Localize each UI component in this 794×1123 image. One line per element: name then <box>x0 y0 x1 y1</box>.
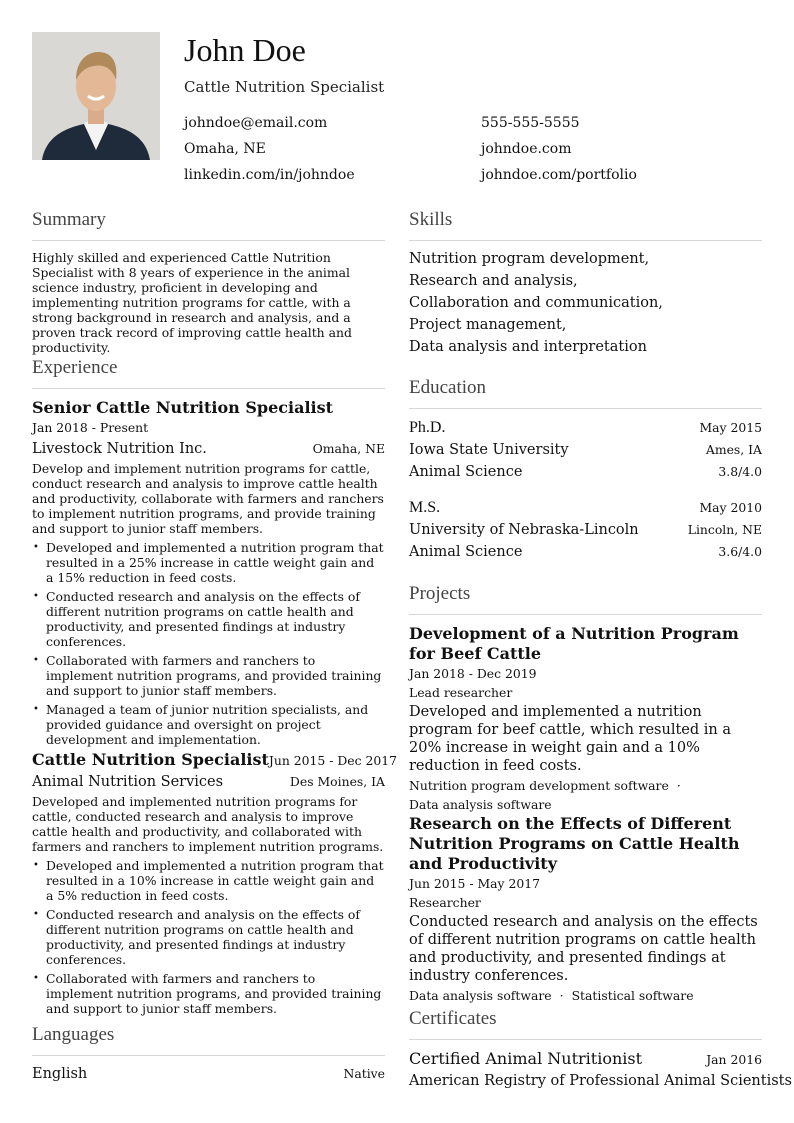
education-entry <box>409 498 762 562</box>
email-link[interactable]: johndoe@email.com <box>184 115 328 131</box>
tool-tag: Data analysis software <box>409 988 552 1003</box>
tool-tag: Data analysis software <box>409 797 552 812</box>
phone-number[interactable]: 555-555-5555 <box>481 115 580 131</box>
website-link[interactable]: johndoe.com <box>481 141 572 157</box>
certificate-entry <box>409 1049 792 1091</box>
languages-heading: Languages <box>32 1023 385 1056</box>
person-portrait-icon <box>32 32 160 160</box>
achievement-item: • Conducted research and analysis on the effects of different nutrition programs on cattle health and productivity, and presented findings at industry conferences. <box>46 589 385 649</box>
skill-item: Collaboration and communication, <box>409 295 663 311</box>
project-title: Research on the Effects of Different Nutrition Programs on Cattle Health and Productivity <box>409 814 740 873</box>
achievement-item: • Developed and implemented a nutrition program that resulted in a 25% increase in cattle weight gain and a 15% reduction in feed costs. <box>46 540 385 585</box>
separator-dot: · <box>559 988 564 1003</box>
language-item <box>32 1064 385 1084</box>
skill-item: Research and analysis, <box>409 273 578 289</box>
achievement-item: • Conducted research and analysis on the effects of different nutrition programs on cattle health and productivity, and presented findings at industry conferences. <box>46 907 385 967</box>
job-title: Cattle Nutrition Specialist <box>32 750 269 769</box>
graduation-date: May 2010 <box>699 500 762 515</box>
job-achievements <box>32 540 385 747</box>
project-entry <box>409 814 762 1005</box>
language-level: Native <box>343 1066 385 1081</box>
certificate-issuer: American Registry of Professional Animal Scientists <box>409 1073 792 1089</box>
language-name: English <box>32 1066 88 1082</box>
project-dates: Jun 2015 - May 2017 <box>409 876 541 891</box>
job-location: Des Moines, IA <box>289 774 385 789</box>
summary-heading: Summary <box>32 208 385 241</box>
job-achievements <box>32 858 385 1016</box>
job-location: Omaha, NE <box>312 441 385 456</box>
field-of-study: Animal Science <box>409 544 523 560</box>
school-name: Iowa State University <box>409 442 569 458</box>
location-text: Omaha, NE <box>184 141 266 157</box>
project-tools <box>409 986 762 1005</box>
certificates-heading: Certificates <box>409 1007 762 1040</box>
graduation-date: May 2015 <box>699 420 762 435</box>
project-tools <box>409 776 762 814</box>
job-dates: Jun 2015 - Dec 2017 <box>268 753 398 768</box>
project-role: Lead researcher <box>409 685 513 700</box>
job-description: Developed and implemented nutrition programs for cattle, conducted research and analysis to improve cattle health and productivity, and collaborated with farmers and ranchers to implement nutrition programs. <box>32 794 384 854</box>
job-title: Cattle Nutrition Specialist <box>184 78 385 96</box>
linkedin-link[interactable]: linkedin.com/in/johndoe <box>184 167 355 183</box>
skills-list <box>409 248 762 358</box>
achievement-item: • Collaborated with farmers and ranchers to implement nutrition programs, and provided training and support to junior staff members. <box>46 653 385 698</box>
achievement-item: • Managed a team of junior nutrition specialists, and provided guidance and oversight on project development and implementation. <box>46 702 385 747</box>
job-company: Animal Nutrition Services <box>32 774 224 790</box>
skill-item: Data analysis and interpretation <box>409 339 647 355</box>
degree: M.S. <box>409 499 441 516</box>
project-role: Researcher <box>409 895 481 910</box>
project-entry <box>409 624 762 814</box>
project-title: Development of a Nutrition Program for Beef Cattle <box>409 624 739 663</box>
profile-photo <box>32 32 160 160</box>
skill-item: Project management, <box>409 317 567 333</box>
job-description: Develop and implement nutrition programs for cattle, conduct research and analysis to improve cattle health and productivity, collaborate with farmers and ranchers to implement nutrition programs, and provide training and support to junior staff members. <box>32 461 384 536</box>
gpa: 3.8/4.0 <box>718 464 762 479</box>
achievement-item: • Developed and implemented a nutrition program that resulted in a 10% increase in cattle weight gain and a 5% reduction in feed costs. <box>46 858 385 903</box>
projects-heading: Projects <box>409 582 762 615</box>
summary-text: Highly skilled and experienced Cattle Nutrition Specialist with 8 years of experience in the animal science industry, proficient in developing and implementing nutrition programs for cattle, with a strong background in research and analysis, and a proven track record of improving cattle health and productivity. <box>32 250 352 355</box>
project-description: Conducted research and analysis on the effects of different nutrition programs on cattle health and productivity, and presented findings at industry conferences. <box>409 914 758 984</box>
separator-dot: · <box>676 778 681 793</box>
certificate-date: Jan 2016 <box>706 1052 762 1067</box>
job-entry <box>32 750 398 1020</box>
candidate-name: John Doe <box>184 32 306 68</box>
education-entry <box>409 418 762 482</box>
tool-tag: Nutrition program development software <box>409 778 669 793</box>
job-entry <box>32 398 385 751</box>
certificate-name: Certified Animal Nutritionist <box>409 1049 643 1068</box>
degree: Ph.D. <box>409 419 446 436</box>
skill-item: Nutrition program development, <box>409 251 650 267</box>
project-description: Developed and implemented a nutrition program for beef cattle, which resulted in a 20% increase in weight gain and a 10% reduction in feed costs. <box>409 704 731 774</box>
school-location: Lincoln, NE <box>687 522 762 537</box>
skills-heading: Skills <box>409 208 762 241</box>
education-heading: Education <box>409 376 762 409</box>
field-of-study: Animal Science <box>409 464 523 480</box>
job-company: Livestock Nutrition Inc. <box>32 441 207 457</box>
project-dates: Jan 2018 - Dec 2019 <box>409 666 537 681</box>
school-name: University of Nebraska-Lincoln <box>409 522 639 538</box>
job-dates: Jan 2018 - Present <box>32 420 149 435</box>
gpa: 3.6/4.0 <box>718 544 762 559</box>
job-title: Senior Cattle Nutrition Specialist <box>32 398 333 417</box>
achievement-item: • Collaborated with farmers and ranchers to implement nutrition programs, and provided training and support to junior staff members. <box>46 971 385 1016</box>
experience-heading: Experience <box>32 356 385 389</box>
portfolio-link[interactable]: johndoe.com/portfolio <box>481 167 637 183</box>
tool-tag: Statistical software <box>571 988 694 1003</box>
school-location: Ames, IA <box>705 442 762 457</box>
